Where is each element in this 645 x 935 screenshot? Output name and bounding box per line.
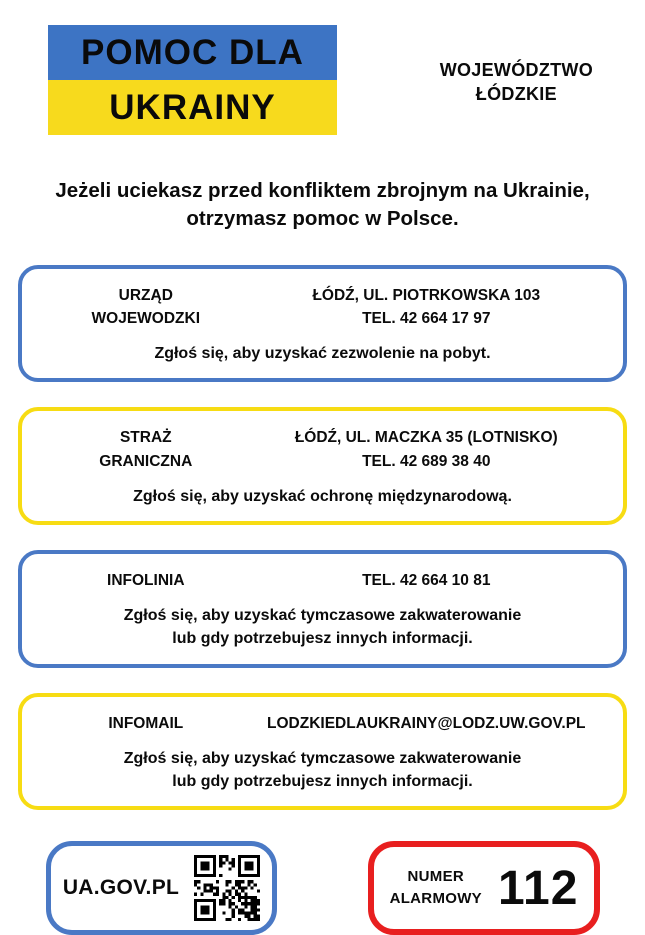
emergency-number-value: 112 — [497, 861, 579, 915]
institution-note — [42, 342, 603, 365]
institution-note-line1: Zgłoś się, aby uzyskać ochronę międzynarodową. — [133, 487, 512, 505]
emergency-label-line2: ALARMOWY — [389, 890, 482, 908]
voivodeship-line1: WOJEWÓDZTWO — [439, 60, 593, 80]
institution-address: ŁÓDŹ, UL. MACZKA 35 (LOTNISKO) — [294, 429, 558, 447]
institution-note — [42, 485, 603, 508]
institution-contact — [250, 426, 603, 473]
info-box-straz-graniczna — [18, 407, 627, 525]
institution-name-line2: GRANICZNA — [99, 452, 193, 470]
institution-name — [42, 712, 250, 735]
website-box — [46, 841, 277, 935]
info-box-row — [42, 284, 603, 331]
emergency-label-line1: NUMER — [407, 868, 465, 886]
institution-email: LODZKIEDLAUKRAINY@LODZ.UW.GOV.PL — [267, 714, 586, 732]
institution-note-line1: Zgłoś się, aby uzyskać zezwolenie na pobyt. — [154, 345, 491, 363]
poster-title-line1: POMOC DLA — [81, 32, 304, 72]
institution-note-line1: Zgłoś się, aby uzyskać tymczasowe zakwaterowanie — [123, 607, 522, 625]
institution-address: ŁÓDŹ, UL. PIOTRKOWSKA 103 — [312, 286, 541, 304]
intro-line1: Jeżeli uciekasz przed konfliktem zbrojnym na Ukrainie, — [55, 179, 590, 202]
institution-name — [42, 284, 250, 331]
flag-yellow-stripe — [48, 80, 337, 135]
header — [0, 0, 645, 135]
info-box-row — [42, 426, 603, 473]
info-box-infolinia — [18, 550, 627, 668]
emergency-number-box — [368, 841, 600, 935]
intro-line2: otrzymasz pomoc w Polsce. — [186, 207, 459, 231]
institution-contact — [250, 569, 603, 592]
institution-note — [42, 747, 603, 793]
flag-blue-stripe — [48, 25, 337, 80]
emergency-number-label — [390, 866, 482, 910]
voivodeship-name — [440, 58, 593, 107]
info-box-row — [42, 569, 603, 592]
institution-name — [42, 569, 250, 592]
institution-name-line2: WOJEWODZKI — [91, 309, 201, 327]
info-box-urzad-wojewodzki — [18, 265, 627, 383]
institution-contact — [250, 712, 603, 735]
info-box-row — [42, 712, 603, 735]
institution-name — [42, 426, 250, 473]
institution-name-line1: STRAŻ — [119, 429, 172, 447]
institution-phone: TEL. 42 689 38 40 — [362, 452, 491, 470]
institution-name-line1: URZĄD — [118, 286, 173, 304]
institution-contact — [250, 284, 603, 331]
ukraine-flag-banner — [48, 25, 337, 135]
institution-note-line1: Zgłoś się, aby uzyskać tymczasowe zakwaterowanie — [123, 749, 522, 767]
qr-code-icon — [194, 855, 260, 921]
institution-note-line2: lub gdy potrzebujesz innych informacji. — [172, 630, 473, 648]
institution-name-line1: INFOLINIA — [107, 571, 185, 589]
website-url: UA.GOV.PL — [62, 876, 180, 900]
institution-name-line1: INFOMAIL — [108, 714, 184, 732]
institution-phone: TEL. 42 664 17 97 — [362, 309, 491, 327]
institution-note-line2: lub gdy potrzebujesz innych informacji. — [172, 773, 473, 790]
footer — [0, 841, 645, 935]
poster-title-line2: UKRAINY — [109, 87, 276, 127]
institution-note — [42, 604, 603, 650]
intro-text — [0, 177, 645, 234]
voivodeship-line2: ŁÓDZKIE — [475, 84, 557, 105]
institution-phone: TEL. 42 664 10 81 — [362, 571, 491, 589]
info-box-infomail — [18, 693, 627, 811]
